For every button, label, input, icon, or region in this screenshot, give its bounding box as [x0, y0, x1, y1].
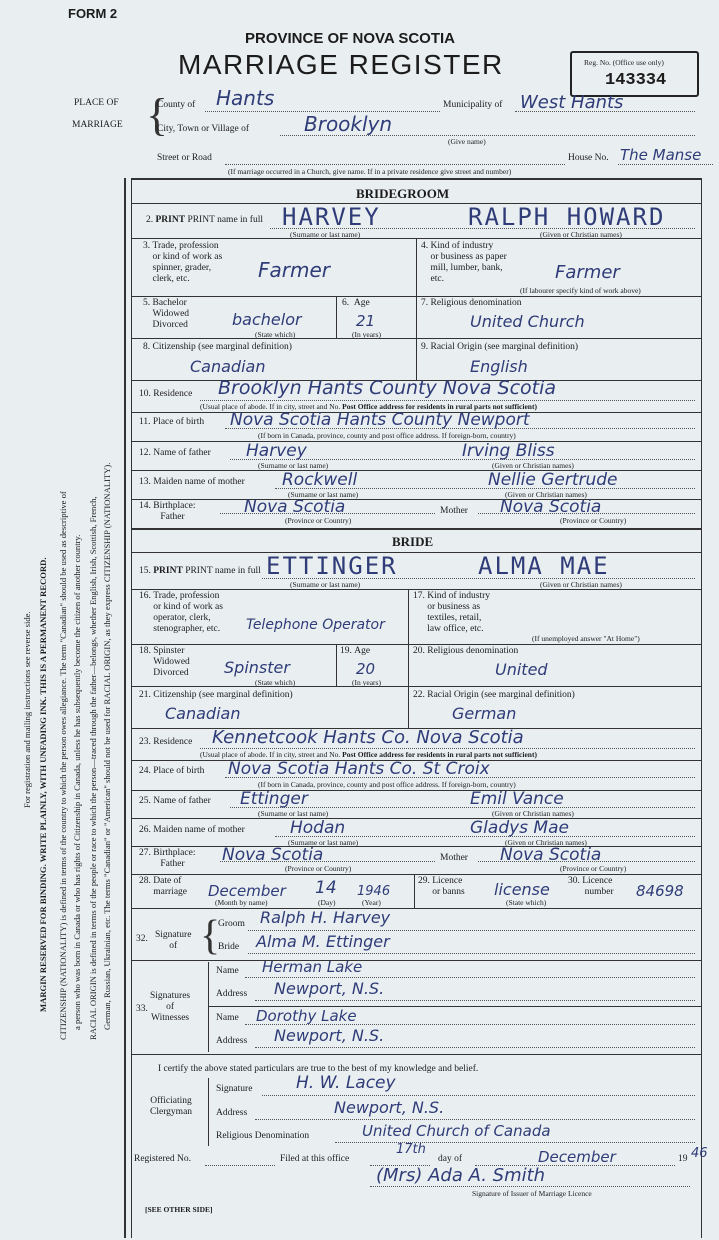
- municipality-label: Municipality of: [443, 100, 503, 110]
- place-label-bottom: MARRIAGE: [72, 120, 123, 130]
- city-label: City, Town or Village of: [157, 124, 249, 134]
- side-line-4: a person who was born in Canada or who has rights of Citizenship in Canada, unless he has subsequently become the citizen of another country.: [72, 534, 82, 1030]
- bride-name-label: 15. PRINT PRINT name in full: [139, 566, 261, 576]
- bride-sig-label: Bride: [218, 942, 240, 952]
- groom-mother-prov-note: (Province or Country): [560, 516, 627, 525]
- filed-day: 17th: [396, 1142, 426, 1157]
- bride-section-title: BRIDE: [392, 534, 434, 549]
- groom-industry-label: 4. Kind of industry or business as paper mill, lumber, bank, etc.: [421, 241, 507, 284]
- year-note: (Year): [362, 898, 381, 907]
- clergy-signature: H. W. Lacey: [296, 1073, 396, 1093]
- bride-trade-label: 16. Trade, profession or kind of work as operator, clerk, stenographer, etc.: [139, 591, 223, 634]
- licence-state-which: (State which): [506, 898, 547, 907]
- house-label: House No.: [568, 153, 609, 163]
- bride-mother-given-note: (Given or Christian names): [505, 838, 587, 847]
- sig-num-33: 33.: [136, 1004, 148, 1014]
- place-label-top: PLACE OF: [74, 98, 119, 108]
- licence-or-banns-value: license: [494, 880, 550, 899]
- groom-given: RALPH HOWARD: [468, 203, 666, 231]
- groom-age-label: 6. Age: [342, 298, 370, 308]
- bride-citizenship-value: Canadian: [165, 704, 241, 723]
- bride-mother-prov-note: (Province or Country): [560, 864, 627, 873]
- place-brace: {: [146, 89, 169, 140]
- bride-years-note: (In years): [352, 678, 381, 687]
- groom-mother-bp-label-visible: Mother: [440, 506, 468, 516]
- page-title: MARRIAGE REGISTER: [178, 49, 504, 80]
- groom-birthplace-label: 14. Birthplace: Father: [139, 501, 196, 522]
- filed-month: December: [538, 1148, 616, 1166]
- groom-birth-value: Nova Scotia Hants County Newport: [230, 410, 530, 430]
- groom-given-note: (Given or Christian names): [540, 230, 622, 239]
- sig-label: Signature of: [155, 930, 192, 951]
- issuer-signature: (Mrs) Ada A. Smith: [376, 1165, 546, 1186]
- bride-mother-birthplace: Nova Scotia: [500, 845, 602, 865]
- side-line-2: MARGIN RESERVED FOR BINDING. WRITE PLAINLY, WITH UNFADING INK. THIS IS A PERMANENT RECORD.: [38, 557, 48, 1012]
- month-note: (Month by name): [215, 898, 268, 907]
- bride-signature: Alma M. Ettinger: [256, 932, 390, 951]
- licence-number-label: 30. Licence number: [568, 876, 614, 897]
- groom-residence-label: 10. Residence: [139, 389, 193, 399]
- form-number: FORM 2: [68, 6, 118, 21]
- bride-mother-bp-label: Mother: [440, 853, 468, 863]
- groom-name-label-text: PRINT name in full: [187, 215, 263, 225]
- groom-mother-label: 13. Maiden name of mother: [139, 477, 245, 487]
- side-line-3: CITIZENSHIP (NATIONALITY) is defined in terms of the country to which the person owes allegiance. The term "Canadian" should be used as descriptive of: [58, 491, 68, 1040]
- witness-label: Signatures of Witnesses: [150, 991, 191, 1023]
- bride-status-value: Spinster: [224, 658, 290, 677]
- bride-religion-value: United: [495, 660, 548, 679]
- bride-mother-label: 26. Maiden name of mother: [139, 825, 245, 835]
- bride-mother-given: Gladys Mae: [470, 818, 569, 838]
- bride-trade-value: Telephone Operator: [246, 617, 385, 633]
- w1-name-label: Name: [216, 966, 239, 976]
- marriage-month: December: [208, 882, 286, 900]
- registered-label: Registered No.: [134, 1154, 191, 1164]
- street-label: Street or Road: [157, 153, 212, 163]
- witness1-name: Herman Lake: [262, 958, 363, 976]
- sig-num-32: 32.: [136, 934, 148, 944]
- see-other-side: [SEE OTHER SIDE]: [145, 1205, 213, 1214]
- groom-industry-value: Farmer: [555, 262, 620, 283]
- groom-mother-given-note: (Given or Christian names): [505, 490, 587, 499]
- bride-state-which: (State which): [255, 678, 296, 687]
- groom-father-given: Irving Bliss: [462, 441, 555, 461]
- side-line-6: German, Russian, Ukrainian, etc. The terms "Canadian" or "American" should not be used for RACIAL ORIGIN, as they express CITIZENSHIP (NATIONALITY).: [102, 462, 112, 1030]
- bride-status-label: 18. Spinster Widowed Divorced: [139, 646, 190, 678]
- filed-year: 46: [691, 1146, 708, 1161]
- bride-father-prov-note: (Province or Country): [285, 864, 352, 873]
- side-line-1: For registration and mailing instructions see reverse side.: [22, 611, 32, 808]
- groom-surname-note: (Surname or last name): [290, 230, 361, 239]
- groom-residence-note: (Usual place of abode. If in city, street and No. Post Office address for residents in rural parts not sufficient): [200, 402, 537, 411]
- witness1-address: Newport, N.S.: [274, 979, 385, 998]
- groom-signature: Ralph H. Harvey: [260, 908, 391, 927]
- give-name-note: (Give name): [448, 137, 486, 146]
- w2-name-label: Name: [216, 1013, 239, 1023]
- clergy-address: Newport, N.S.: [334, 1098, 445, 1117]
- groom-name-label: 2. PRINT PRINT name in full: [146, 215, 263, 225]
- bride-racial-label: 22. Racial Origin (see marginal definition): [413, 690, 575, 700]
- bride-father-given: Emil Vance: [470, 789, 564, 809]
- groom-birth-label: 11. Place of birth: [139, 417, 205, 427]
- groom-father-prov-note: (Province or Country): [285, 516, 352, 525]
- groom-birth-note: (If born in Canada, province, county and post office address. If foreign-born, country): [258, 431, 516, 440]
- bride-father-label: 25. Name of father: [139, 796, 211, 806]
- bride-racial-value: German: [452, 704, 517, 723]
- bride-age-label: 19. Age: [340, 646, 371, 656]
- bride-surname-note: (Surname or last name): [290, 580, 361, 589]
- bride-father-birthplace: Nova Scotia: [222, 845, 324, 865]
- city-value: Brooklyn: [304, 112, 393, 136]
- bride-surname: ETTINGER: [266, 552, 398, 580]
- groom-section-title: BRIDEGROOM: [356, 186, 450, 201]
- w1-address-label: Address: [216, 989, 248, 999]
- clergy-religion-label: Religious Denomination: [216, 1131, 310, 1141]
- date-label: 28. Date of marriage: [139, 876, 188, 897]
- licence-label: 29. Licence or banns: [418, 876, 465, 897]
- bride-birthplace-label: 27. Birthplace: Father: [139, 848, 196, 869]
- groom-years-note: (In years): [352, 330, 381, 339]
- groom-mother-surname-note: (Surname or last name): [288, 490, 359, 499]
- groom-religion-value: United Church: [470, 312, 585, 331]
- reg-number-label: Reg. No. (Office use only): [584, 58, 664, 67]
- groom-citizenship-value: Canadian: [190, 357, 266, 376]
- groom-status-label: 5. Bachelor Widowed Divorced: [143, 298, 190, 330]
- groom-trade-label: 3. Trade, profession or kind of work as spinner, grader, clerk, etc.: [143, 241, 223, 284]
- groom-father-birthplace: Nova Scotia: [244, 497, 346, 517]
- groom-residence-value: Brooklyn Hants County Nova Scotia: [218, 377, 557, 399]
- groom-citizenship-label: 8. Citizenship (see marginal definition): [143, 342, 292, 352]
- bride-birth-value: Nova Scotia Hants Co. St Croix: [228, 759, 490, 779]
- county-value: Hants: [216, 86, 275, 110]
- street-note: (If marriage occurred in a Church, give name. If in a private residence give street and number): [228, 167, 512, 176]
- day-of-label: day of: [438, 1154, 463, 1164]
- bride-father-surname-note: (Surname or last name): [258, 809, 329, 818]
- groom-father-given-note: (Given or Christian names): [492, 461, 574, 470]
- groom-industry-note: (If labourer specify kind of work above): [520, 286, 641, 295]
- witness2-address: Newport, N.S.: [274, 1026, 385, 1045]
- issuer-label: Signature of Issuer of Marriage Licence: [472, 1189, 592, 1198]
- groom-status-value: bachelor: [232, 310, 302, 329]
- groom-mother-birthplace: Nova Scotia: [500, 497, 602, 517]
- groom-father-surname-note: (Surname or last name): [258, 461, 329, 470]
- groom-surname: HARVEY: [282, 203, 381, 231]
- witness2-name: Dorothy Lake: [256, 1007, 357, 1025]
- bride-residence-label: 23. Residence: [139, 737, 193, 747]
- certify-statement: I certify the above stated particulars are true to the best of my knowledge and belief.: [158, 1064, 479, 1074]
- clergy-label: Officiating Clergyman: [150, 1096, 193, 1117]
- municipality-value: West Hants: [520, 92, 624, 113]
- bride-age-value: 20: [356, 660, 376, 678]
- licence-number-value: 84698: [636, 882, 684, 900]
- groom-state-which: (State which): [255, 330, 296, 339]
- house-value: The Manse: [620, 146, 702, 164]
- bride-industry-note: (If unemployed answer "At Home"): [532, 634, 640, 643]
- day-note: (Day): [318, 898, 336, 907]
- bride-birth-label: 24. Place of birth: [139, 766, 205, 776]
- clergy-address-label: Address: [216, 1108, 248, 1118]
- groom-racial-value: English: [470, 357, 528, 376]
- groom-mother-given: Nellie Gertrude: [488, 470, 618, 490]
- sig-brace: {: [200, 913, 221, 959]
- bride-father-given-note: (Given or Christian names): [492, 809, 574, 818]
- bride-residence-value: Kennetcook Hants Co. Nova Scotia: [212, 727, 524, 748]
- groom-mother-surname: Rockwell: [282, 470, 358, 490]
- bride-citizenship-label: 21. Citizenship (see marginal definition): [139, 690, 293, 700]
- groom-age-value: 21: [356, 312, 376, 330]
- filed-label: Filed at this office: [280, 1154, 350, 1164]
- bride-mother-surname: Hodan: [290, 818, 346, 838]
- groom-father-label: 12. Name of father: [139, 448, 211, 458]
- year-prefix: 19: [678, 1154, 688, 1164]
- clergy-religion: United Church of Canada: [362, 1122, 551, 1140]
- groom-sig-label: Groom: [218, 919, 245, 929]
- bride-given: ALMA MAE: [478, 552, 610, 580]
- reg-number-box: [570, 51, 699, 97]
- province-heading: PROVINCE OF NOVA SCOTIA: [245, 30, 456, 47]
- bride-given-note: (Given or Christian names): [540, 580, 622, 589]
- marriage-year: 1946: [357, 884, 391, 899]
- bride-father-surname: Ettinger: [240, 789, 308, 809]
- bride-mother-surname-note: (Surname or last name): [288, 838, 359, 847]
- county-label: County of: [157, 100, 196, 110]
- bride-birth-note: (If born in Canada, province, county and post office address. If foreign-born, country): [258, 780, 516, 789]
- marriage-day: 14: [315, 878, 337, 898]
- side-line-5: RACIAL ORIGIN is defined in terms of the people or race to which the person—traced through the father—belongs, whether English, Irish, Scottish, French,: [88, 496, 98, 1040]
- clergy-sig-label: Signature: [216, 1084, 253, 1094]
- groom-religion-label: 7. Religious denomination: [421, 298, 522, 308]
- w2-address-label: Address: [216, 1036, 248, 1046]
- bride-industry-label: 17. Kind of industry or business as textiles, retail, law office, etc.: [413, 591, 491, 634]
- groom-father-surname: Harvey: [246, 441, 307, 461]
- reg-number-value: 143334: [605, 71, 667, 90]
- bride-residence-note: (Usual place of abode. If in city, street and No. Post Office address for residents in rural parts not sufficient): [200, 750, 537, 759]
- groom-racial-label: 9. Racial Origin (see marginal definition): [421, 342, 579, 352]
- bride-religion-label: 20. Religious denomination: [413, 646, 519, 656]
- groom-trade-value: Farmer: [258, 258, 330, 282]
